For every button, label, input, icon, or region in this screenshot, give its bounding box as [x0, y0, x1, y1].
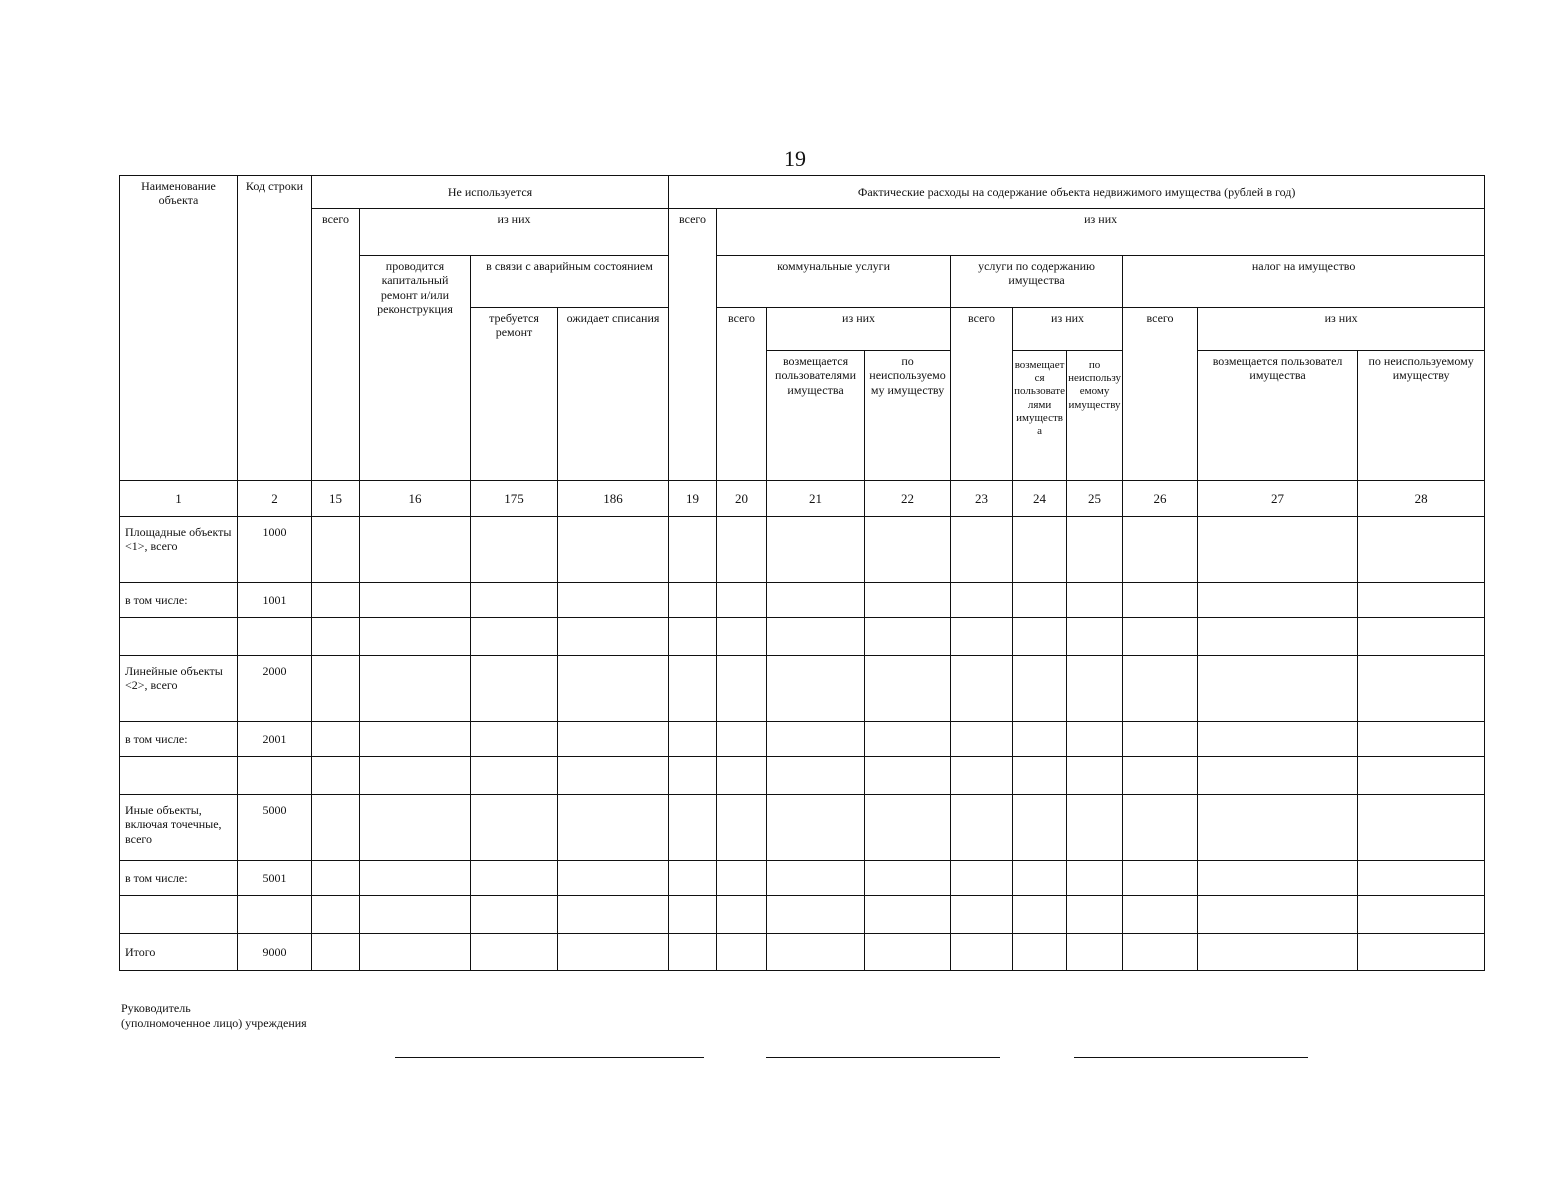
data-cell	[360, 618, 471, 656]
row-code	[238, 618, 312, 656]
table-row	[120, 517, 1485, 583]
row-object-name: Линейные объекты <2>, всего	[120, 656, 238, 722]
header-not-used: Не используется	[312, 176, 669, 209]
row-object-name: Итого	[120, 934, 238, 971]
data-cell	[1123, 896, 1198, 934]
row-object-name: в том числе:	[120, 861, 238, 896]
data-cell	[767, 934, 865, 971]
data-cell	[1198, 757, 1358, 795]
row-code: 1001	[238, 583, 312, 618]
column-number: 26	[1123, 481, 1198, 517]
header-property-tax: налог на имущество	[1123, 256, 1485, 308]
header-maintenance-reimbursed: возмещается пользователями имущества	[1013, 351, 1067, 481]
data-cell	[767, 656, 865, 722]
header-awaiting-writeoff: ожидает списания	[558, 308, 669, 481]
data-cell	[360, 896, 471, 934]
data-cell	[1198, 656, 1358, 722]
table-row	[120, 656, 1485, 722]
data-cell	[669, 656, 717, 722]
data-cell	[1013, 757, 1067, 795]
data-cell	[471, 517, 558, 583]
data-cell	[1013, 618, 1067, 656]
row-object-name: в том числе:	[120, 722, 238, 757]
data-cell	[312, 517, 360, 583]
data-cell	[1198, 934, 1358, 971]
data-cell	[951, 934, 1013, 971]
data-cell	[1067, 757, 1123, 795]
data-cell	[312, 722, 360, 757]
data-cell	[558, 722, 669, 757]
header-not-used-total: всего	[312, 209, 360, 481]
data-cell	[1358, 722, 1485, 757]
data-cell	[471, 656, 558, 722]
header-emergency: в связи с аварийным состоянием	[471, 256, 669, 308]
column-number: 16	[360, 481, 471, 517]
data-cell	[717, 934, 767, 971]
header-maintenance: услуги по содержанию имущества	[951, 256, 1123, 308]
data-cell	[669, 517, 717, 583]
data-cell	[312, 795, 360, 861]
data-cell	[669, 934, 717, 971]
data-cell	[951, 722, 1013, 757]
data-cell	[767, 896, 865, 934]
data-cell	[669, 757, 717, 795]
data-cell	[1067, 861, 1123, 896]
data-cell	[471, 795, 558, 861]
header-expenses-total: всего	[669, 209, 717, 481]
data-cell	[865, 861, 951, 896]
data-cell	[1358, 861, 1485, 896]
row-code	[238, 757, 312, 795]
data-cell	[1013, 861, 1067, 896]
data-cell	[312, 618, 360, 656]
data-cell	[1067, 934, 1123, 971]
table-row	[120, 934, 1485, 971]
data-cell	[767, 517, 865, 583]
data-cell	[1013, 934, 1067, 971]
data-cell	[767, 583, 865, 618]
column-number: 24	[1013, 481, 1067, 517]
data-cell	[1198, 722, 1358, 757]
column-number: 186	[558, 481, 669, 517]
data-cell	[865, 656, 951, 722]
row-code: 5001	[238, 861, 312, 896]
table-row	[120, 861, 1485, 896]
data-cell	[669, 861, 717, 896]
data-cell	[1198, 861, 1358, 896]
column-number: 1	[120, 481, 238, 517]
header-utilities-of-them: из них	[767, 308, 951, 351]
data-cell	[471, 618, 558, 656]
data-cell	[1123, 861, 1198, 896]
data-cell	[312, 934, 360, 971]
data-cell	[1198, 517, 1358, 583]
data-cell	[1198, 583, 1358, 618]
data-cell	[951, 795, 1013, 861]
header-utilities-total: всего	[717, 308, 767, 481]
data-cell	[865, 722, 951, 757]
data-cell	[360, 517, 471, 583]
expenses-report-table	[119, 175, 1485, 971]
signature-line-signature	[766, 1057, 1000, 1058]
column-number: 22	[865, 481, 951, 517]
column-numbers-row	[120, 481, 1485, 517]
data-cell	[558, 757, 669, 795]
data-cell	[471, 722, 558, 757]
data-cell	[558, 934, 669, 971]
page-number: 19	[784, 146, 806, 171]
data-cell	[1067, 618, 1123, 656]
data-cell	[1358, 618, 1485, 656]
header-repair-needed: требуется ремонт	[471, 308, 558, 481]
row-object-name	[120, 757, 238, 795]
data-cell	[1198, 795, 1358, 861]
data-cell	[717, 795, 767, 861]
data-cell	[865, 795, 951, 861]
data-cell	[360, 795, 471, 861]
data-cell	[312, 757, 360, 795]
header-capital-repair: проводится капитальный ремонт и/или реконструкция	[360, 256, 471, 481]
column-number: 25	[1067, 481, 1123, 517]
data-cell	[360, 583, 471, 618]
table-row	[120, 722, 1485, 757]
header-not-used-of-them: из них	[360, 209, 669, 256]
data-cell	[1067, 795, 1123, 861]
header-utilities: коммунальные услуги	[717, 256, 951, 308]
data-cell	[1358, 517, 1485, 583]
header-tax-total: всего	[1123, 308, 1198, 481]
header-tax-reimbursed: возмещается пользовател имущества	[1198, 351, 1358, 481]
data-cell	[717, 896, 767, 934]
data-cell	[360, 722, 471, 757]
data-cell	[1013, 517, 1067, 583]
header-row-1	[120, 176, 1485, 209]
data-cell	[1123, 795, 1198, 861]
data-cell	[865, 934, 951, 971]
data-cell	[951, 861, 1013, 896]
data-cell	[669, 618, 717, 656]
data-cell	[1013, 795, 1067, 861]
row-object-name: Иные объекты, включая точечные, всего	[120, 795, 238, 861]
header-row-2	[120, 209, 1485, 256]
data-cell	[471, 861, 558, 896]
header-tax-of-them: из них	[1198, 308, 1485, 351]
data-cell	[1198, 618, 1358, 656]
data-cell	[1358, 583, 1485, 618]
signature-block	[121, 1001, 307, 1031]
data-cell	[865, 583, 951, 618]
data-cell	[1123, 583, 1198, 618]
data-cell	[717, 722, 767, 757]
data-cell	[951, 656, 1013, 722]
data-cell	[312, 656, 360, 722]
table-row	[120, 757, 1485, 795]
data-cell	[1067, 517, 1123, 583]
row-code: 9000	[238, 934, 312, 971]
data-cell	[558, 583, 669, 618]
data-cell	[1013, 722, 1067, 757]
column-number: 27	[1198, 481, 1358, 517]
data-cell	[951, 896, 1013, 934]
header-maintenance-unused: по неиспользуемому имуществу	[1067, 351, 1123, 481]
signature-title: Руководитель	[121, 1001, 191, 1015]
data-cell	[360, 656, 471, 722]
data-cell	[865, 618, 951, 656]
signature-line-name	[1074, 1057, 1308, 1058]
row-object-name: Площадные объекты <1>, всего	[120, 517, 238, 583]
data-cell	[1067, 896, 1123, 934]
data-cell	[1358, 656, 1485, 722]
data-cell	[1358, 934, 1485, 971]
data-cell	[471, 896, 558, 934]
data-cell	[865, 896, 951, 934]
data-cell	[558, 656, 669, 722]
data-cell	[360, 861, 471, 896]
data-cell	[669, 583, 717, 618]
data-cell	[1123, 934, 1198, 971]
data-cell	[1123, 618, 1198, 656]
data-cell	[951, 517, 1013, 583]
data-cell	[1358, 795, 1485, 861]
data-cell	[1013, 896, 1067, 934]
data-cell	[558, 618, 669, 656]
header-tax-unused: по неиспользуемому имуществу	[1358, 351, 1485, 481]
data-cell	[669, 896, 717, 934]
data-cell	[471, 757, 558, 795]
data-cell	[471, 583, 558, 618]
data-cell	[767, 795, 865, 861]
data-cell	[717, 618, 767, 656]
data-cell	[360, 934, 471, 971]
data-cell	[717, 517, 767, 583]
data-cell	[558, 896, 669, 934]
data-cell	[767, 722, 865, 757]
table-row	[120, 795, 1485, 861]
data-cell	[767, 618, 865, 656]
row-code: 1000	[238, 517, 312, 583]
column-number: 23	[951, 481, 1013, 517]
data-cell	[1067, 722, 1123, 757]
data-cell	[1123, 757, 1198, 795]
data-cell	[767, 757, 865, 795]
data-cell	[1123, 722, 1198, 757]
data-cell	[717, 583, 767, 618]
header-object-name: Наименование объекта	[120, 176, 238, 481]
column-number: 175	[471, 481, 558, 517]
data-cell	[865, 517, 951, 583]
data-cell	[312, 861, 360, 896]
header-expenses-of-them: из них	[717, 209, 1485, 256]
row-object-name	[120, 896, 238, 934]
row-object-name: в том числе:	[120, 583, 238, 618]
row-code: 2001	[238, 722, 312, 757]
header-maintenance-total: всего	[951, 308, 1013, 481]
data-cell	[1123, 517, 1198, 583]
header-actual-expenses: Фактические расходы на содержание объекта недвижимого имущества (рублей в год)	[669, 176, 1485, 209]
data-cell	[951, 618, 1013, 656]
table-row	[120, 896, 1485, 934]
row-code	[238, 896, 312, 934]
table-row	[120, 583, 1485, 618]
data-cell	[1123, 656, 1198, 722]
signature-line-position	[395, 1057, 704, 1058]
row-code: 5000	[238, 795, 312, 861]
header-utilities-unused: по неиспользуемому имуществу	[865, 351, 951, 481]
column-number: 28	[1358, 481, 1485, 517]
data-cell	[951, 757, 1013, 795]
signature-subtitle: (уполномоченное лицо) учреждения	[121, 1016, 307, 1030]
data-cell	[865, 757, 951, 795]
data-cell	[312, 896, 360, 934]
data-cell	[1067, 583, 1123, 618]
row-code: 2000	[238, 656, 312, 722]
data-cell	[717, 757, 767, 795]
column-number: 21	[767, 481, 865, 517]
data-cell	[669, 795, 717, 861]
data-cell	[951, 583, 1013, 618]
data-cell	[1013, 583, 1067, 618]
column-number: 15	[312, 481, 360, 517]
data-cell	[558, 795, 669, 861]
data-cell	[717, 861, 767, 896]
header-row-code: Код строки	[238, 176, 312, 481]
data-cell	[669, 722, 717, 757]
data-cell	[1013, 656, 1067, 722]
data-cell	[312, 583, 360, 618]
data-cell	[1358, 757, 1485, 795]
data-cell	[1067, 656, 1123, 722]
column-number: 19	[669, 481, 717, 517]
data-cell	[558, 517, 669, 583]
data-cell	[717, 656, 767, 722]
data-cell	[767, 861, 865, 896]
data-cell	[558, 861, 669, 896]
row-object-name	[120, 618, 238, 656]
header-utilities-reimbursed: возмещается пользователями имущества	[767, 351, 865, 481]
column-number: 20	[717, 481, 767, 517]
data-cell	[471, 934, 558, 971]
header-maintenance-of-them: из них	[1013, 308, 1123, 351]
data-cell	[1358, 896, 1485, 934]
data-cell	[1198, 896, 1358, 934]
data-cell	[360, 757, 471, 795]
table-row	[120, 618, 1485, 656]
column-number: 2	[238, 481, 312, 517]
